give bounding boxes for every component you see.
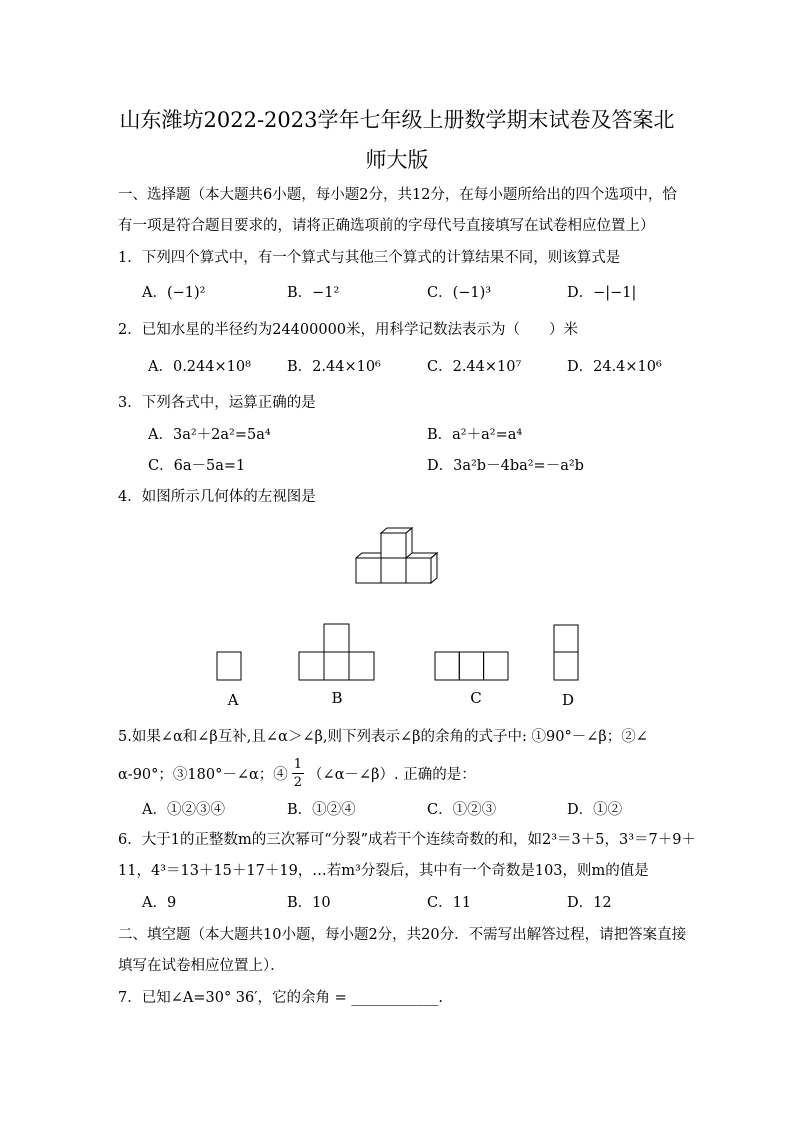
q3-option-a: A．3a²＋2a²=5a⁴: [148, 427, 271, 443]
q1-option-b: B．−1²: [287, 285, 340, 301]
solid-bottom-right-cube-front: [406, 558, 431, 583]
q4-view-a: [217, 652, 241, 680]
view-b-square-top: [324, 624, 349, 652]
q6-stem-line-1: 6．大于1的正整数m的三次幂可“分裂”成若干个连续奇数的和，如2³＝3＋5，3³＝7＋9＋: [118, 832, 697, 848]
solid-left-cube-top-edge: [356, 553, 381, 558]
q2-option-b: B．2.44×10⁶: [287, 359, 381, 375]
solid-right-cube-right-face: [431, 553, 437, 583]
q1-stem: 1．下列四个算式中，有一个算式与其他三个算式的计算结果不同，则该算式是: [118, 250, 621, 266]
q2-option-a: A．0.244×10⁸: [148, 359, 251, 375]
q3-option-c: C．6a－5a=1: [148, 458, 246, 474]
q4-view-b: [299, 624, 374, 680]
view-c-square-2: [459, 652, 483, 680]
q5-fraction-denominator: 2: [293, 774, 303, 790]
view-b-square-3: [349, 652, 374, 680]
view-d-square-bottom: [554, 652, 578, 680]
section-1-heading-line-1: 一、选择题（本大题共6小题，每小题2分，共12分，在每小题所给出的四个选项中，恰: [118, 187, 677, 203]
q5-stem-line-2: [118, 753, 476, 793]
solid-top-cube-front: [381, 533, 406, 558]
q6-option-c: C．11: [427, 895, 472, 911]
q4-label-c: C: [470, 689, 482, 707]
q4-label-b: B: [331, 689, 343, 707]
q6-option-a: A．9: [142, 895, 177, 911]
view-b-square-2: [324, 652, 349, 680]
q4-view-c: [435, 652, 508, 680]
q2-option-d: D．24.4×10⁶: [567, 359, 662, 375]
q5-option-c: C．①②③: [427, 802, 497, 818]
doc-title-line-2: 师大版: [365, 148, 429, 172]
doc-title-line-1: 山东潍坊2022-2023学年七年级上册数学期末试卷及答案北: [119, 108, 675, 132]
q4-stem: 4．如图所示几何体的左视图是: [118, 489, 316, 505]
view-c-square-1: [435, 652, 459, 680]
q5-option-d: D．①②: [567, 802, 623, 818]
q5-stem-line-1: 5.如果∠α和∠β互补,且∠α＞∠β,则下列表示∠β的余角的式子中: ①90°－∠β；②∠: [118, 729, 648, 745]
q5-fraction-numerator: 1: [293, 756, 303, 772]
q7-stem: 7．已知∠A=30° 36′，它的余角 = ____________.: [118, 990, 444, 1006]
section-2-heading-line-1: 二、填空题（本大题共10小题，每小题2分，共20分．不需写出解答过程，请把答案直接: [118, 927, 687, 943]
solid-top-cube-right-face: [406, 528, 412, 558]
q3-option-d: D．3a²b－4ba²=－a²b: [427, 458, 584, 474]
q5-fraction: [292, 756, 304, 791]
solid-bottom-middle-cube-front: [381, 558, 406, 583]
q2-option-c: C．2.44×10⁷: [427, 359, 522, 375]
q6-option-d: D．12: [567, 895, 612, 911]
q4-label-d: D: [561, 691, 575, 709]
section-1-heading-line-2: 有一项是符合题目要求的，请将正确选项前的字母代号直接填写在试卷相应位置上）: [118, 218, 655, 234]
q5-option-b: B．①②④: [287, 802, 356, 818]
view-c-square-3: [484, 652, 508, 680]
q4-figure: [0, 515, 794, 715]
view-d-square-top: [554, 625, 578, 652]
section-2-heading-line-2: 填写在试卷相应位置上）．: [118, 958, 285, 974]
q5-option-a: A．①②③④: [142, 802, 225, 818]
view-a-square: [217, 652, 241, 680]
q4-solid-drawing: [356, 528, 437, 583]
q4-label-a: A: [227, 691, 239, 709]
solid-bottom-left-cube-front: [356, 558, 381, 583]
q2-stem: 2．已知水星的半径约为24400000米，用科学记数法表示为（ ）米: [118, 322, 579, 338]
q5-stem-line-2-after: （∠α－∠β）. 正确的是：: [308, 766, 476, 783]
q4-view-d: [554, 625, 578, 680]
q1-option-d: D．−|−1|: [567, 285, 637, 301]
q5-stem-line-2-before: α-90°；③180°－∠α；④: [118, 766, 288, 783]
view-b-square-1: [299, 652, 324, 680]
q3-option-b: B．a²＋a²=a⁴: [427, 427, 523, 443]
q1-option-c: C．(−1)³: [427, 285, 492, 301]
q6-option-b: B．10: [287, 895, 331, 911]
q6-stem-line-2: 11，4³＝13＋15＋17＋19，…若m³分裂后，其中有一个奇数是103，则m的值是: [118, 863, 649, 879]
q1-option-a: A．(−1)²: [142, 285, 206, 301]
q3-stem: 3．下列各式中，运算正确的是: [118, 395, 316, 411]
